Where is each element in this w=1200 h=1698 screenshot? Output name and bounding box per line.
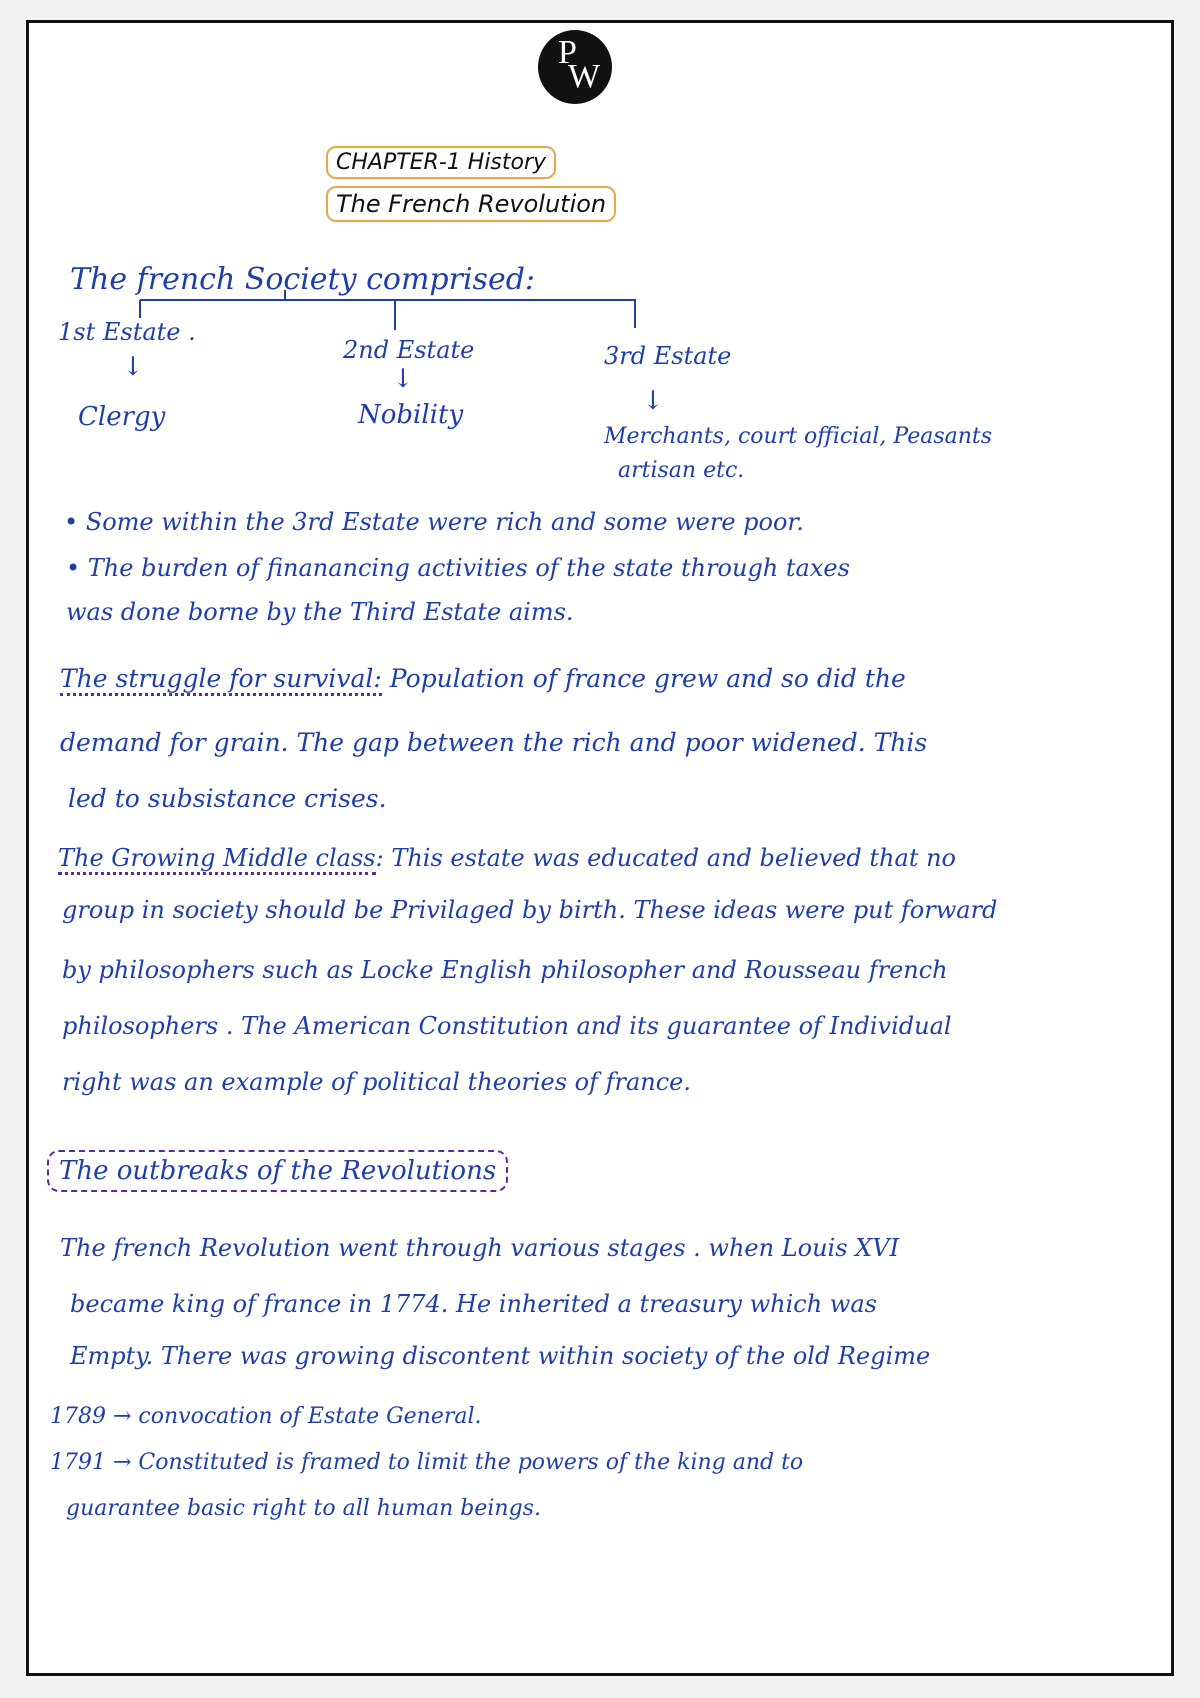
outbreak-line: became king of france in 1774. He inherited a treasury which was: [70, 1290, 877, 1318]
outbreak-line: 1789 → convocation of Estate General.: [50, 1404, 482, 1429]
bullet-line: • Some within the 3rd Estate were rich and some were poor.: [64, 508, 804, 536]
bullet-line: • The burden of finanancing activities of the state through taxes: [66, 554, 850, 582]
estate-3-member: Merchants, court official, Peasants: [604, 424, 993, 449]
outbreak-line: Empty. There was growing discontent within society of the old Regime: [70, 1342, 931, 1370]
middle-class-heading: The Growing Middle class: [58, 844, 376, 875]
estate-3-label: 3rd Estate: [604, 342, 732, 370]
estate-3-member-cont: artisan etc.: [618, 458, 745, 483]
arrow-down-icon: ↓: [122, 352, 144, 382]
society-intro: The french Society comprised:: [70, 262, 536, 297]
estate-1-member: Clergy: [78, 402, 166, 432]
outbreak-line: guarantee basic right to all human beings.: [66, 1496, 541, 1521]
outbreak-heading: The outbreaks of the Revolutions: [47, 1150, 508, 1192]
chapter-subtitle: The French Revolution: [326, 186, 616, 222]
middle-class-line: : This estate was educated and believed that no: [375, 844, 956, 872]
outbreak-line: The french Revolution went through various stages . when Louis XVI: [60, 1234, 900, 1262]
middle-class-line: philosophers . The American Constitution and its guarantee of Individual: [62, 1012, 952, 1040]
middle-class-paragraph: [58, 844, 956, 872]
estate-2-member: Nobility: [358, 400, 464, 430]
bullet-line: was done borne by the Third Estate aims.: [66, 598, 574, 626]
logo-letter-w: W: [568, 58, 601, 95]
middle-class-line: group in society should be Privilaged by birth. These ideas were put forward: [62, 896, 998, 924]
logo-letter-p: P: [558, 34, 577, 71]
middle-class-line: by philosophers such as Locke English philosopher and Rousseau french: [62, 956, 948, 984]
struggle-line: Population of france grew and so did the: [389, 664, 906, 693]
struggle-heading: The struggle for survival:: [60, 664, 382, 696]
estate-1-label: 1st Estate .: [58, 318, 196, 346]
struggle-line: demand for grain. The gap between the rich and poor widened. This: [60, 728, 928, 757]
struggle-paragraph: [60, 664, 906, 693]
arrow-down-icon: ↓: [642, 386, 664, 416]
estate-2-label: 2nd Estate: [343, 336, 475, 364]
arrow-down-icon: ↓: [392, 364, 414, 394]
middle-class-line: right was an example of political theories of france.: [62, 1068, 692, 1096]
chapter-title: CHAPTER-1 History: [326, 146, 556, 179]
struggle-line: led to subsistance crises.: [68, 784, 387, 813]
society-tree-connector: [0, 0, 1200, 420]
outbreak-line: 1791 → Constituted is framed to limit the powers of the king and to: [50, 1450, 804, 1475]
